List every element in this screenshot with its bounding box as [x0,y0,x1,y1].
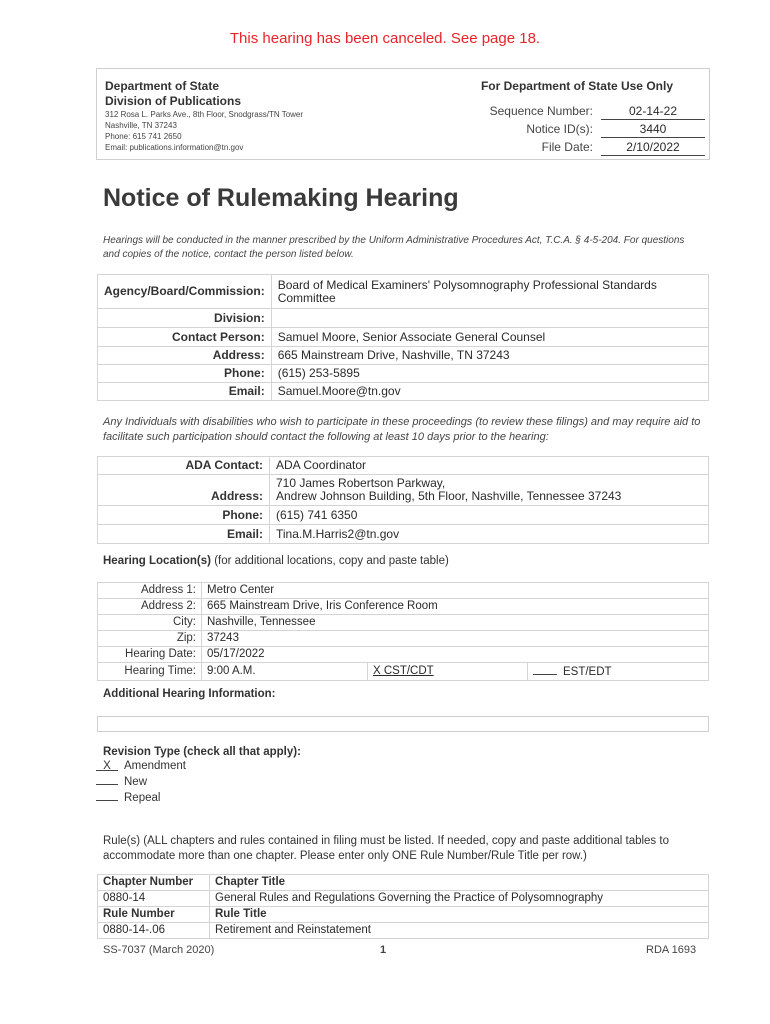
hearing-location-title: Hearing Location(s) [103,555,211,567]
division-value [271,309,708,328]
hearing-location-table [97,582,709,681]
department-contact [105,109,303,153]
footer-page-number: 1 [380,944,387,956]
phone-value: (615) 253-5895 [271,365,708,383]
division-label: Division: [98,309,272,328]
rule-number-header: Rule Number [98,907,210,923]
agency-table [97,274,709,401]
page-title: Notice of Rulemaking Hearing [103,184,459,212]
rule-title-value: Retirement and Reinstatement [210,923,709,939]
ada-email-value: Tina.M.Harris2@tn.gov [270,525,709,544]
ada-contact-value: ADA Coordinator [270,457,709,475]
revision-amendment [96,760,186,772]
revision-new-mark [96,774,118,785]
email-value: Samuel.Moore@tn.gov [271,383,708,401]
zip-label: Zip: [98,631,202,647]
chapter-number-value: 0880-14 [98,891,210,907]
revision-new [96,774,186,788]
revision-amendment-mark: X [96,760,118,771]
contact-person-label: Contact Person: [98,328,272,347]
dept-address-2: Nashville, TN 37243 [105,121,177,130]
sequence-number-value: 02-14-22 [601,104,705,120]
state-use-only-heading: For Department of State Use Only [480,79,673,93]
revision-type-list [96,760,186,804]
address-label: Address: [98,347,272,365]
footer-form-number: SS-7037 (March 2020) [103,944,215,956]
dept-line-1: Department of State [105,79,220,93]
address-value: 665 Mainstream Drive, Nashville, TN 37243 [271,347,708,365]
rule-number-value: 0880-14-.06 [98,923,210,939]
address1-label: Address 1: [98,583,202,599]
revision-new-label: New [124,776,148,788]
canceled-banner: This hearing has been canceled. See page 18. [229,30,541,47]
ada-address-value [270,475,709,506]
phone-label: Phone: [98,365,272,383]
email-label: Email: [98,383,272,401]
hearing-date-label: Hearing Date: [98,647,202,663]
ada-email-label: Email: [98,525,270,544]
timezone-est-label: EST/EDT [563,666,612,678]
timezone-cst-option: X CST/CDT [368,663,528,681]
revision-repeal-mark [96,790,118,801]
sequence-number-row [455,101,705,119]
notice-id-row [455,119,705,137]
rule-title-header: Rule Title [210,907,709,923]
hearing-time-value: 9:00 A.M. [202,663,368,681]
rules-note: Rule(s) (ALL chapters and rules contained in filing must be listed. If needed, copy and paste additional tables to accommodate more than one chapter. Please enter only ONE Rule Number/Rule Title per row.) [103,835,669,862]
city-value: Nashville, Tennessee [202,615,709,631]
contact-person-value: Samuel Moore, Senior Associate General Counsel [271,328,708,347]
chapter-title-value: General Rules and Regulations Governing the Practice of Polysomnography [210,891,709,907]
department-name [105,79,241,109]
address1-value: Metro Center [202,583,709,599]
timezone-est-option [528,663,709,681]
hearing-location-note: (for additional locations, copy and paste table) [214,555,449,567]
city-label: City: [98,615,202,631]
ada-note: Any Individuals with disabilities who wish to participate in these proceedings (to review these filings) and may require aid to facilitate such participation should contact the following at least 10 days prior to the hearing: [103,416,701,443]
dept-address-1: 312 Rosa L. Parks Ave., 8th Floor, Snodgrass/TN Tower [105,110,304,119]
agency-value: Board of Medical Examiners' Polysomnography Professional Standards Committee [271,275,708,309]
dept-email: Email: publications.information@tn.gov [105,143,244,152]
additional-info-box [97,716,709,732]
timezone-est-blank [533,664,557,675]
rules-table [97,874,709,939]
intro-text: Hearings will be conducted in the manner prescribed by the Uniform Administrative Procedures Act, T.C.A. § 4-5-204. For questions and copies of the notice, contact the person listed below. [103,235,685,260]
file-date-row [455,137,705,155]
file-date-label: File Date: [541,140,593,154]
zip-value: 37243 [202,631,709,647]
file-date-value: 2/10/2022 [601,140,705,156]
footer-rda: RDA 1693 [646,944,697,956]
ada-address-line-1: 710 James Robertson Parkway, [276,476,446,490]
dept-phone: Phone: 615 741 2650 [105,132,182,141]
revision-repeal-label: Repeal [124,792,161,804]
revision-type-heading: Revision Type (check all that apply): [103,746,301,758]
hearing-date-value: 05/17/2022 [202,647,709,663]
ada-contact-label: ADA Contact: [98,457,270,475]
chapter-number-header: Chapter Number [98,875,210,891]
hearing-location-heading [103,555,449,567]
hearing-time-label: Hearing Time: [98,663,202,681]
ada-address-label: Address: [98,475,270,506]
ada-table [97,456,709,544]
ada-address-line-2: Andrew Johnson Building, 5th Floor, Nashville, Tennessee 37243 [276,489,622,503]
revision-amendment-label: Amendment [124,760,187,772]
agency-label: Agency/Board/Commission: [98,275,272,309]
notice-id-label: Notice ID(s): [526,122,593,136]
sequence-number-label: Sequence Number: [489,104,593,118]
ada-phone-value: (615) 741 6350 [270,506,709,525]
additional-info-heading: Additional Hearing Information: [103,688,276,700]
ada-phone-label: Phone: [98,506,270,525]
address2-value: 665 Mainstream Drive, Iris Conference Room [202,599,709,615]
header-box [96,68,710,160]
notice-id-value: 3440 [601,122,705,138]
revision-repeal [96,790,186,804]
dept-line-2: Division of Publications [105,94,242,108]
address2-label: Address 2: [98,599,202,615]
chapter-title-header: Chapter Title [210,875,709,891]
